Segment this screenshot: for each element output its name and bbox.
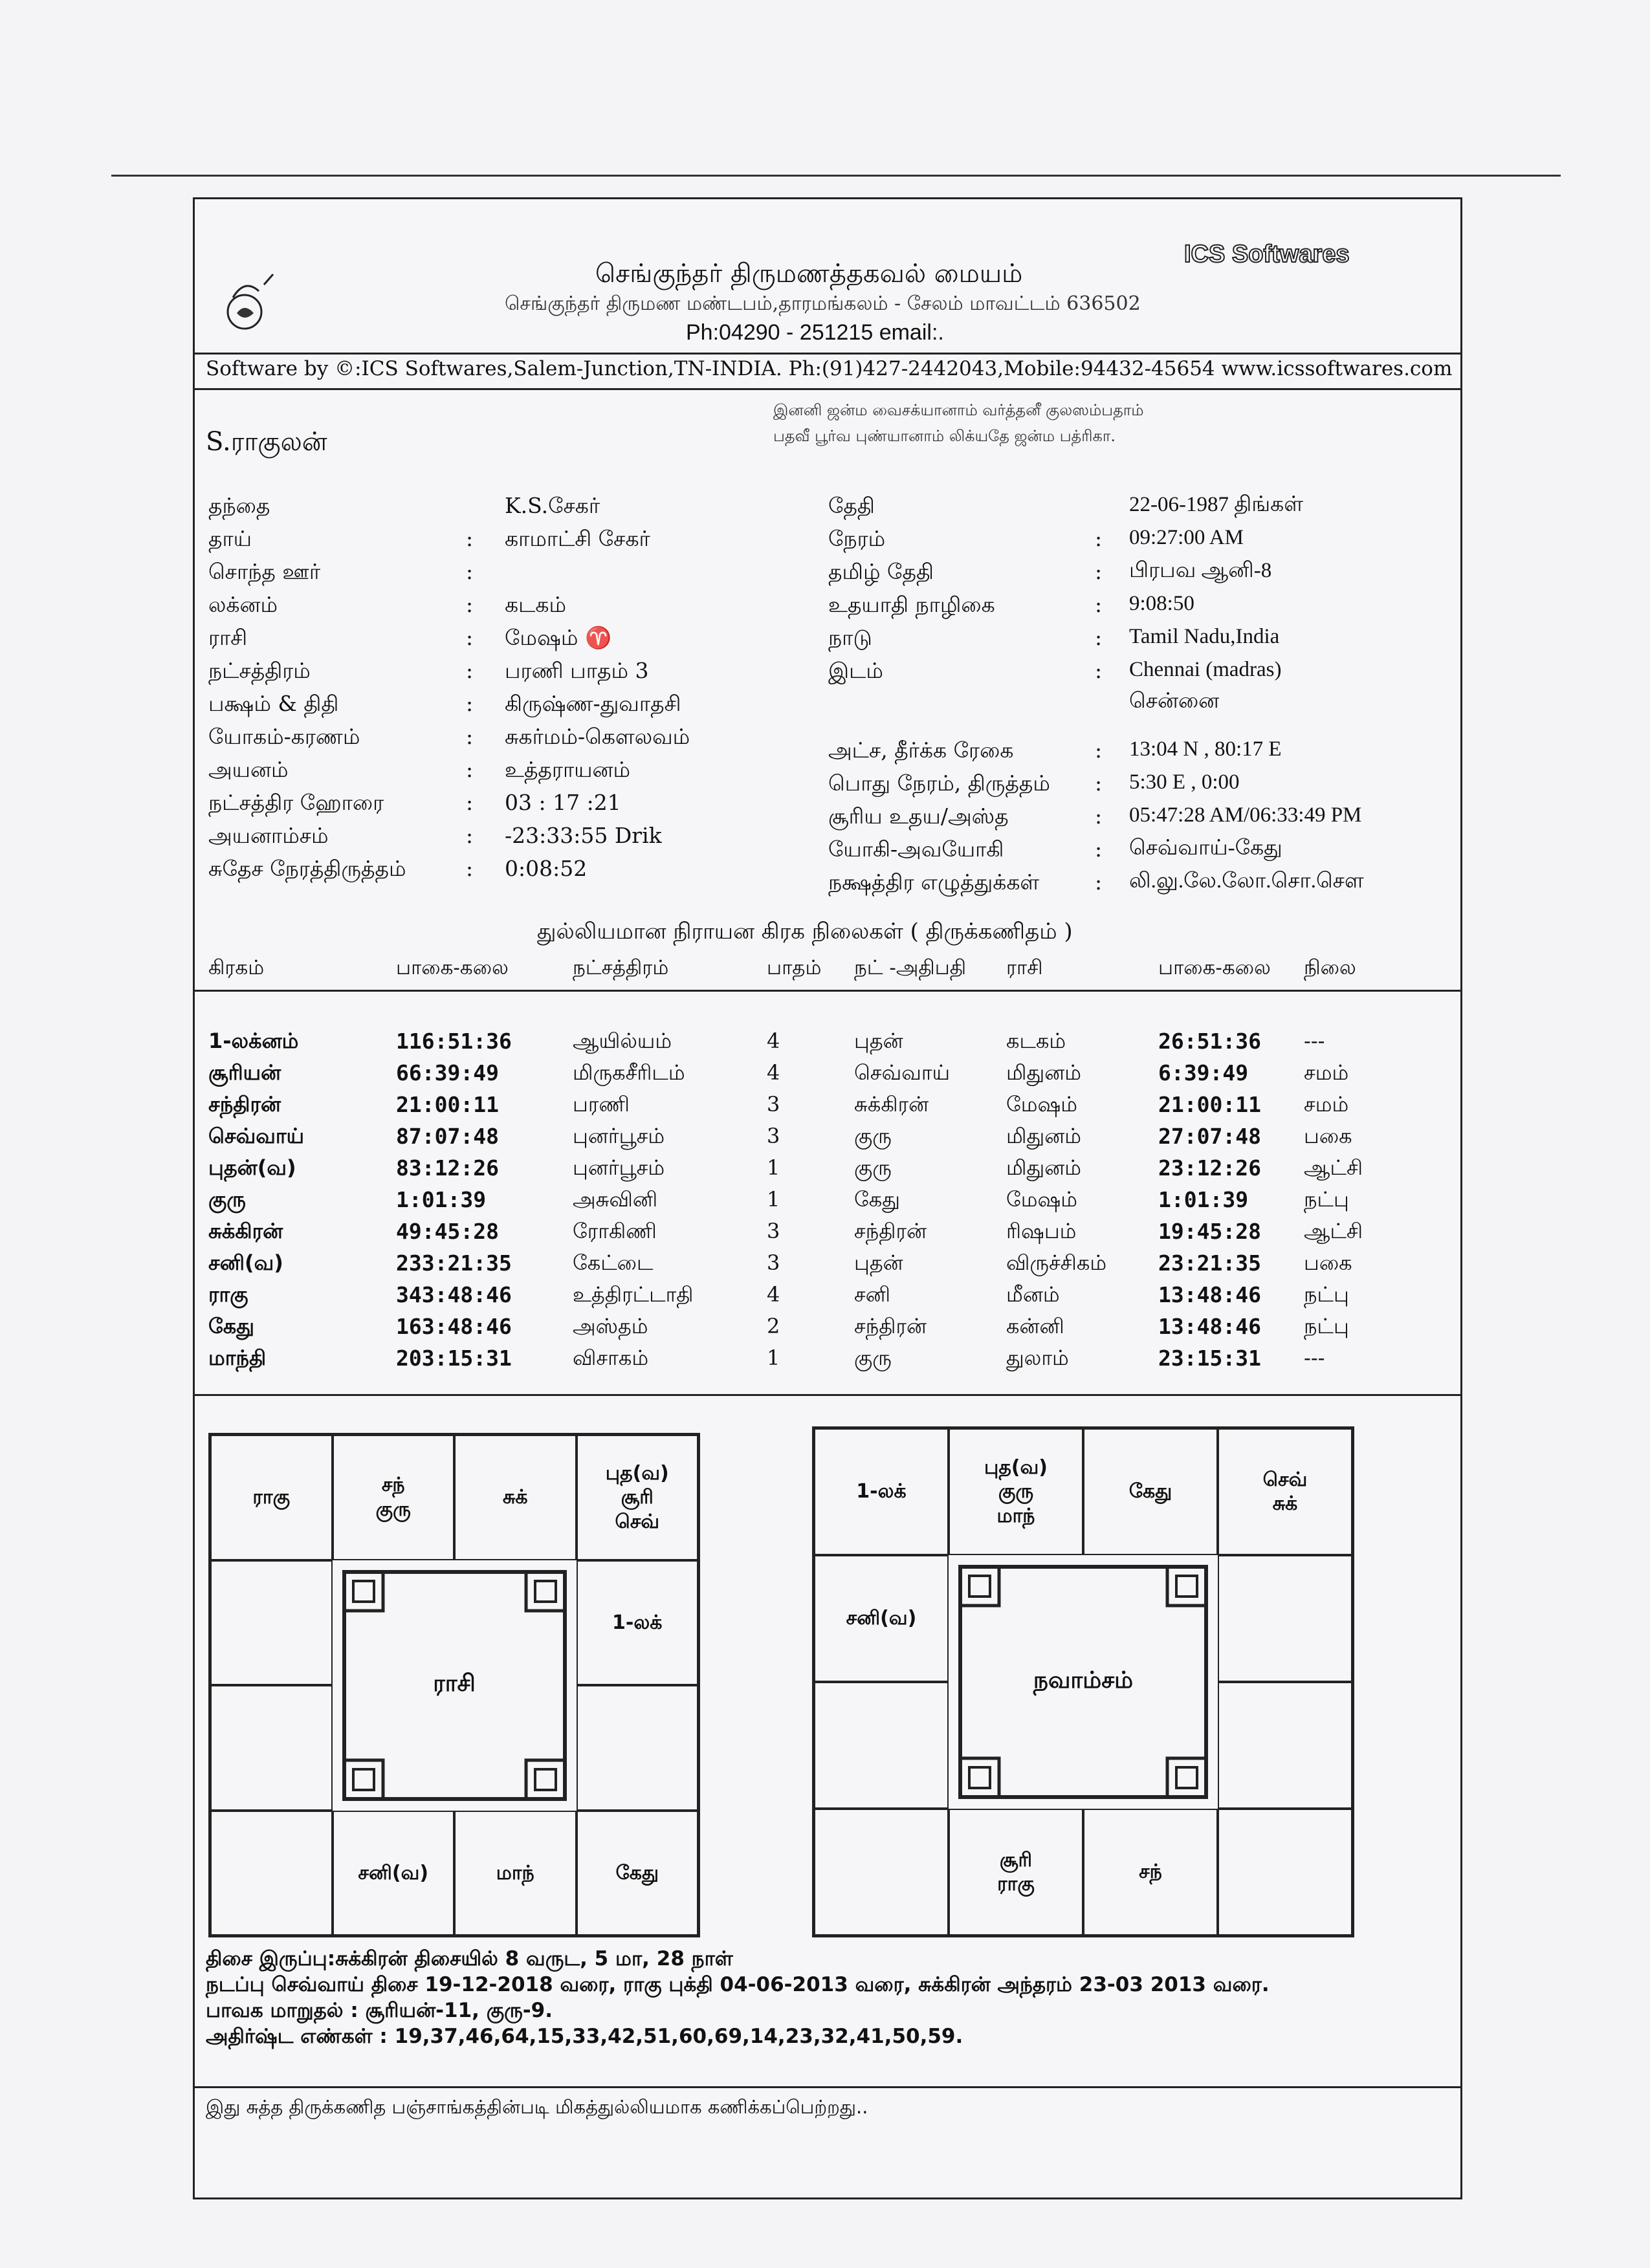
table-cell: 49:45:28 — [396, 1219, 499, 1244]
detail-label: நட்சத்திர ஹோரை — [208, 790, 384, 815]
centre-title: செங்குந்தர் திருமணத்தகவல் மையம் — [595, 259, 1023, 289]
detail-value: K.S.சேகர் — [505, 493, 600, 518]
house-planet: மாந் — [496, 1861, 534, 1884]
detail-label: நாடு — [828, 625, 872, 650]
house-planet: குரு — [998, 1480, 1034, 1503]
table-cell: மிதுனம் — [1006, 1060, 1082, 1085]
table-cell: புதன்(வ) — [208, 1155, 296, 1180]
table-cell: 21:00:11 — [1158, 1092, 1261, 1117]
table-cell: கேது — [208, 1314, 254, 1338]
table-cell: ஆயில்யம் — [573, 1029, 672, 1053]
detail-colon: : — [466, 823, 474, 848]
table-cell: 21:00:11 — [396, 1092, 499, 1117]
detail-label: அயனம் — [208, 757, 289, 782]
table-cell: ரோகிணி — [573, 1219, 657, 1243]
house-planet: புத(வ) — [605, 1461, 669, 1485]
table-cell: 4 — [767, 1060, 780, 1085]
chart-house — [814, 1809, 949, 1935]
chart-house — [1218, 1428, 1352, 1555]
house-planet: சூரி — [999, 1848, 1033, 1871]
temple-logo-icon — [214, 272, 278, 343]
chart-house — [577, 1435, 699, 1560]
table-header-cell: பாதம் — [767, 956, 822, 979]
chart-house — [1218, 1809, 1352, 1935]
chart-house — [949, 1428, 1083, 1555]
table-cell: சூரியன் — [208, 1060, 281, 1085]
table-cell: குரு — [854, 1346, 892, 1370]
house-planet: ராகு — [997, 1873, 1035, 1895]
detail-label: யோகி-அவயோகி — [828, 836, 1004, 862]
table-cell: நட்பு — [1304, 1187, 1349, 1212]
detail-value: பிரபவ ஆனி-8 — [1129, 559, 1272, 582]
table-header-cell: பாகை-கலை — [396, 956, 509, 979]
detail-colon: : — [1095, 770, 1103, 796]
table-cell: 3 — [767, 1092, 780, 1117]
centre-address: செங்குந்தர் திருமண மண்டபம்,தாரமங்கலம் - சேலம் மாவட்டம் 636502 — [505, 292, 1141, 315]
table-cell: புதன் — [854, 1250, 903, 1275]
lucky-numbers: அதிர்ஷ்ட எண்கள் : 19,37,46,64,15,33,42,51,60,69,14,23,32,41,50,59. — [206, 2025, 963, 2048]
table-cell: துலாம் — [1006, 1346, 1069, 1370]
table-cell: விசாகம் — [573, 1346, 649, 1370]
table-cell: 3 — [767, 1250, 780, 1275]
centre-phone: Ph:04290 - 251215 email:. — [686, 320, 944, 345]
detail-value: மேஷம் ♈ — [505, 625, 612, 650]
table-cell: உத்திரட்டாதி — [573, 1282, 694, 1307]
detail-colon: : — [1095, 592, 1103, 617]
chart-house — [949, 1809, 1083, 1935]
detail-colon: : — [466, 856, 474, 881]
detail-colon: : — [466, 790, 474, 815]
chart-center-label: ராசி — [433, 1670, 476, 1697]
table-header-divider — [194, 990, 1461, 992]
table-cell: மேஷம் — [1006, 1092, 1078, 1117]
chart-house — [577, 1685, 699, 1811]
table-header-cell: நட்சத்திரம் — [573, 956, 669, 979]
table-cell: பரணி — [573, 1092, 630, 1117]
detail-colon: : — [466, 757, 474, 782]
chart-center-label: நவாம்சம் — [1033, 1667, 1134, 1694]
table-cell: மாந்தி — [208, 1346, 267, 1370]
table-cell: 19:45:28 — [1158, 1219, 1261, 1244]
table-cell: மிருகசீரிடம் — [573, 1060, 685, 1085]
detail-colon: : — [466, 559, 474, 584]
chart-house — [333, 1811, 455, 1936]
table-cell: 116:51:36 — [396, 1029, 512, 1054]
table-cell: 83:12:26 — [396, 1155, 499, 1181]
table-cell: 2 — [767, 1314, 780, 1338]
chart-house — [454, 1811, 577, 1936]
detail-label: தமிழ் தேதி — [828, 559, 934, 584]
table-cell: மிதுனம் — [1006, 1124, 1082, 1148]
detail-value: செவ்வாய்-கேது — [1129, 836, 1282, 860]
current-dasa: நடப்பு செவ்வாய் திசை 19-12-2018 வரை, ராகு புக்தி 04-06-2013 வரை, சுக்கிரன் அந்தரம் 23-03 2013 வரை. — [206, 1973, 1270, 1996]
table-cell: பகை — [1304, 1250, 1352, 1275]
detail-colon: : — [466, 691, 474, 716]
table-cell: --- — [1304, 1029, 1325, 1053]
table-cell: 1 — [767, 1155, 780, 1180]
detail-value: கிருஷ்ண-துவாதசி — [505, 691, 681, 716]
table-cell: கன்னி — [1006, 1314, 1064, 1338]
detail-value: 0:08:52 — [505, 856, 588, 881]
bhava-change: பாவக மாறுதல் : சூரியன்-11, குரு-9. — [206, 1999, 553, 2022]
chart-house — [210, 1435, 333, 1560]
table-cell: 1 — [767, 1346, 780, 1370]
detail-value: -23:33:55 Drik — [505, 823, 662, 848]
detail-colon: : — [1095, 658, 1103, 683]
chart-house — [814, 1428, 949, 1555]
house-planet: புத(வ) — [984, 1456, 1048, 1479]
credit-divider — [194, 388, 1461, 390]
detail-label: நட்சத்திரம் — [208, 658, 311, 683]
detail-value-secondary: சென்னை — [1129, 688, 1220, 713]
chart-house — [577, 1811, 699, 1936]
detail-value: சுகர்மம்-கௌலவம் — [505, 724, 690, 749]
detail-label: அயனாம்சம் — [208, 823, 329, 848]
chart-house — [210, 1811, 333, 1936]
person-name: S.ராகுலன் — [206, 427, 327, 457]
chart-house — [1218, 1682, 1352, 1809]
house-planet: சனி(வ) — [846, 1607, 917, 1630]
house-planet: மாந் — [996, 1504, 1035, 1527]
table-cell: சுக்கிரன் — [854, 1092, 929, 1117]
detail-label: நேரம் — [828, 526, 886, 551]
detail-label: லக்னம் — [208, 592, 278, 617]
table-cell: 233:21:35 — [396, 1250, 512, 1276]
detail-label: சுதேச நேரத்திருத்தம் — [208, 856, 406, 881]
table-cell: நட்பு — [1304, 1282, 1349, 1307]
chart-house — [454, 1435, 577, 1560]
detail-value: பரணி பாதம் 3 — [505, 658, 649, 683]
table-cell: 13:48:46 — [1158, 1314, 1261, 1339]
table-cell: சுக்கிரன் — [208, 1219, 283, 1243]
table-cell: புனர்பூசம் — [573, 1124, 665, 1148]
table-cell: சமம் — [1304, 1092, 1349, 1117]
table-cell: 87:07:48 — [396, 1124, 499, 1149]
table-cell: கேது — [854, 1187, 900, 1212]
table-cell: சந்திரன் — [854, 1314, 927, 1338]
detail-label: ராசி — [208, 625, 248, 650]
table-cell: 26:51:36 — [1158, 1029, 1261, 1054]
detail-colon: : — [1095, 869, 1103, 895]
house-planet: செவ் — [615, 1510, 660, 1533]
table-cell: செவ்வாய் — [208, 1124, 305, 1148]
table-cell: 66:39:49 — [396, 1060, 499, 1085]
table-cell: சந்திரன் — [208, 1092, 281, 1117]
house-planet: சூரி — [621, 1486, 654, 1509]
table-cell: அசுவினி — [573, 1187, 658, 1212]
detail-colon: : — [1095, 737, 1103, 763]
planet-table-title: துல்லியமான நிராயன கிரக நிலைகள் ( திருக்கணிதம் ) — [537, 919, 1073, 944]
table-cell: சந்திரன் — [854, 1219, 927, 1243]
table-cell: 13:48:46 — [1158, 1282, 1261, 1307]
table-bottom-divider — [194, 1394, 1461, 1396]
chart-house — [577, 1560, 699, 1686]
table-cell: மேஷம் — [1006, 1187, 1078, 1212]
detail-value: 22-06-1987 திங்கள் — [1129, 493, 1304, 516]
house-planet: சனி(வ) — [358, 1861, 429, 1884]
detail-label: அட்ச, தீர்க்க ரேகை — [828, 737, 1014, 763]
detail-value: உத்தராயனம் — [505, 757, 631, 782]
detail-value: Tamil Nadu,India — [1129, 625, 1280, 648]
chart-house — [1218, 1555, 1352, 1682]
table-cell: ராகு — [208, 1282, 248, 1307]
chart-house — [1083, 1428, 1218, 1555]
dasa-balance: திசை இருப்பு:சுக்கிரன் திசையில் 8 வருட, 5 மா, 28 நாள் — [206, 1947, 733, 1970]
detail-value: 5:30 E , 0:00 — [1129, 770, 1240, 794]
table-header-cell: நட் -அதிபதி — [854, 956, 967, 979]
table-header-cell: பாகை-கலை — [1158, 956, 1271, 979]
detail-label: பக்ஷம் & திதி — [208, 691, 339, 716]
table-cell: புதன் — [854, 1029, 903, 1053]
accuracy-note: இது சுத்த திருக்கணித பஞ்சாங்கத்தின்படி மிகத்துல்லியமாக கணிக்கப்பெற்றது.. — [206, 2096, 868, 2118]
table-cell: மீனம் — [1006, 1282, 1060, 1307]
table-cell: 23:15:31 — [1158, 1346, 1261, 1371]
verse-line-1: இனனி ஜன்ம வைசக்யானாம் வர்த்தனீ குலஸம்பதாம் — [773, 401, 1144, 419]
chart-house — [1083, 1809, 1218, 1935]
detail-label: சொந்த ஊர் — [208, 559, 321, 584]
table-cell: 6:39:49 — [1158, 1060, 1249, 1085]
table-cell: 4 — [767, 1029, 780, 1053]
detail-label: தேதி — [828, 493, 875, 518]
table-cell: 1 — [767, 1187, 780, 1212]
detail-colon: : — [1095, 526, 1103, 551]
chart-house — [814, 1682, 949, 1809]
table-cell: ஆட்சி — [1304, 1219, 1363, 1243]
house-planet: சுக் — [1272, 1492, 1298, 1515]
detail-value: 03 : 17 :21 — [505, 790, 621, 815]
detail-value: 05:47:28 AM/06:33:49 PM — [1129, 803, 1362, 827]
detail-label: இடம் — [828, 658, 883, 683]
house-planet: கேது — [1128, 1480, 1172, 1503]
detail-label: தந்தை — [208, 493, 270, 518]
brand-logo: ICS Softwares — [1184, 241, 1350, 268]
detail-colon: : — [1095, 836, 1103, 862]
house-planet: சந் — [381, 1474, 405, 1497]
detail-colon: : — [466, 526, 474, 551]
detail-value: 9:08:50 — [1129, 592, 1194, 615]
table-cell: 3 — [767, 1219, 780, 1243]
detail-colon: : — [1095, 559, 1103, 584]
table-cell: விருச்சிகம் — [1006, 1250, 1107, 1275]
detail-value: லி.லு.லே.லோ.சொ.சௌ — [1129, 869, 1364, 893]
verse-line-2: பதவீ பூர்வ புண்யானாம் லிக்யதே ஜன்ம பத்ரிகா. — [773, 427, 1116, 445]
detail-colon: : — [466, 724, 474, 749]
detail-colon: : — [466, 658, 474, 683]
table-cell: 1-லக்னம் — [208, 1029, 299, 1053]
table-cell: சமம் — [1304, 1060, 1349, 1085]
table-cell: குரு — [854, 1155, 892, 1180]
detail-label: யோகம்-கரணம் — [208, 724, 360, 749]
table-cell: ஆட்சி — [1304, 1155, 1363, 1180]
house-planet: குரு — [375, 1498, 411, 1521]
table-cell: பகை — [1304, 1124, 1352, 1148]
detail-value: 13:04 N , 80:17 E — [1129, 737, 1282, 761]
detail-value: Chennai (madras) — [1129, 658, 1282, 681]
chart-house — [210, 1560, 333, 1686]
detail-colon: : — [466, 592, 474, 617]
table-cell: 27:07:48 — [1158, 1124, 1261, 1149]
table-header-cell: நிலை — [1304, 956, 1356, 979]
chart-house — [333, 1435, 455, 1560]
table-header-cell: கிரகம் — [208, 956, 265, 979]
detail-colon: : — [466, 625, 474, 650]
table-cell: 23:21:35 — [1158, 1250, 1261, 1276]
table-cell: நட்பு — [1304, 1314, 1349, 1338]
table-cell: கேட்டை — [573, 1250, 654, 1275]
detail-colon: : — [1095, 625, 1103, 650]
table-cell: கடகம் — [1006, 1029, 1066, 1053]
table-cell: 1:01:39 — [396, 1187, 487, 1212]
header-divider — [194, 353, 1461, 354]
chart-house — [814, 1555, 949, 1682]
table-cell: குரு — [854, 1124, 892, 1148]
footer-divider — [194, 2086, 1461, 2088]
detail-value: 09:27:00 AM — [1129, 526, 1244, 549]
detail-label: உதயாதி நாழிகை — [828, 592, 995, 617]
house-planet: சுக் — [502, 1486, 528, 1509]
table-cell: குரு — [208, 1187, 246, 1212]
table-cell: 1:01:39 — [1158, 1187, 1249, 1212]
table-cell: புனர்பூசம் — [573, 1155, 665, 1180]
detail-label: பொது நேரம், திருத்தம் — [828, 770, 1050, 796]
chart-house — [210, 1685, 333, 1811]
house-planet: 1-லக் — [856, 1480, 907, 1503]
table-header-cell: ராசி — [1006, 956, 1043, 979]
table-cell: 343:48:46 — [396, 1282, 512, 1307]
detail-label: சூரிய உதய/அஸ்த — [828, 803, 1009, 829]
detail-label: தாய் — [208, 526, 252, 551]
page-top-rule — [111, 175, 1561, 177]
table-cell: செவ்வாய் — [854, 1060, 951, 1085]
rasi-chart — [208, 1433, 700, 1937]
house-planet: சந் — [1139, 1860, 1162, 1884]
house-planet: செவ் — [1262, 1468, 1308, 1491]
table-cell: 203:15:31 — [396, 1346, 512, 1371]
software-credit: Software by ©:ICS Softwares,Salem-Junction,TN-INDIA. Ph:(91)427-2442043,Mobile:94432-45654 www.icssoftwares.com — [206, 357, 1453, 380]
detail-value: காமாட்சி சேகர் — [505, 526, 650, 551]
table-cell: அஸ்தம் — [573, 1314, 648, 1338]
detail-value: கடகம் — [505, 592, 567, 617]
house-planet: 1-லக் — [612, 1611, 663, 1634]
table-cell: 3 — [767, 1124, 780, 1148]
house-planet: ராகு — [252, 1486, 291, 1509]
table-cell: 163:48:46 — [396, 1314, 512, 1339]
detail-colon: : — [1095, 803, 1103, 829]
table-cell: --- — [1304, 1346, 1325, 1370]
table-cell: மிதுனம் — [1006, 1155, 1082, 1180]
table-cell: 23:12:26 — [1158, 1155, 1261, 1181]
table-cell: சனி — [854, 1282, 890, 1307]
table-cell: 4 — [767, 1282, 780, 1307]
house-planet: கேது — [615, 1861, 659, 1884]
table-cell: ரிஷபம் — [1006, 1219, 1077, 1243]
navamsa-chart — [812, 1426, 1354, 1937]
table-cell: சனி(வ) — [208, 1250, 283, 1275]
detail-label: நக்ஷத்திர எழுத்துக்கள் — [828, 869, 1040, 895]
